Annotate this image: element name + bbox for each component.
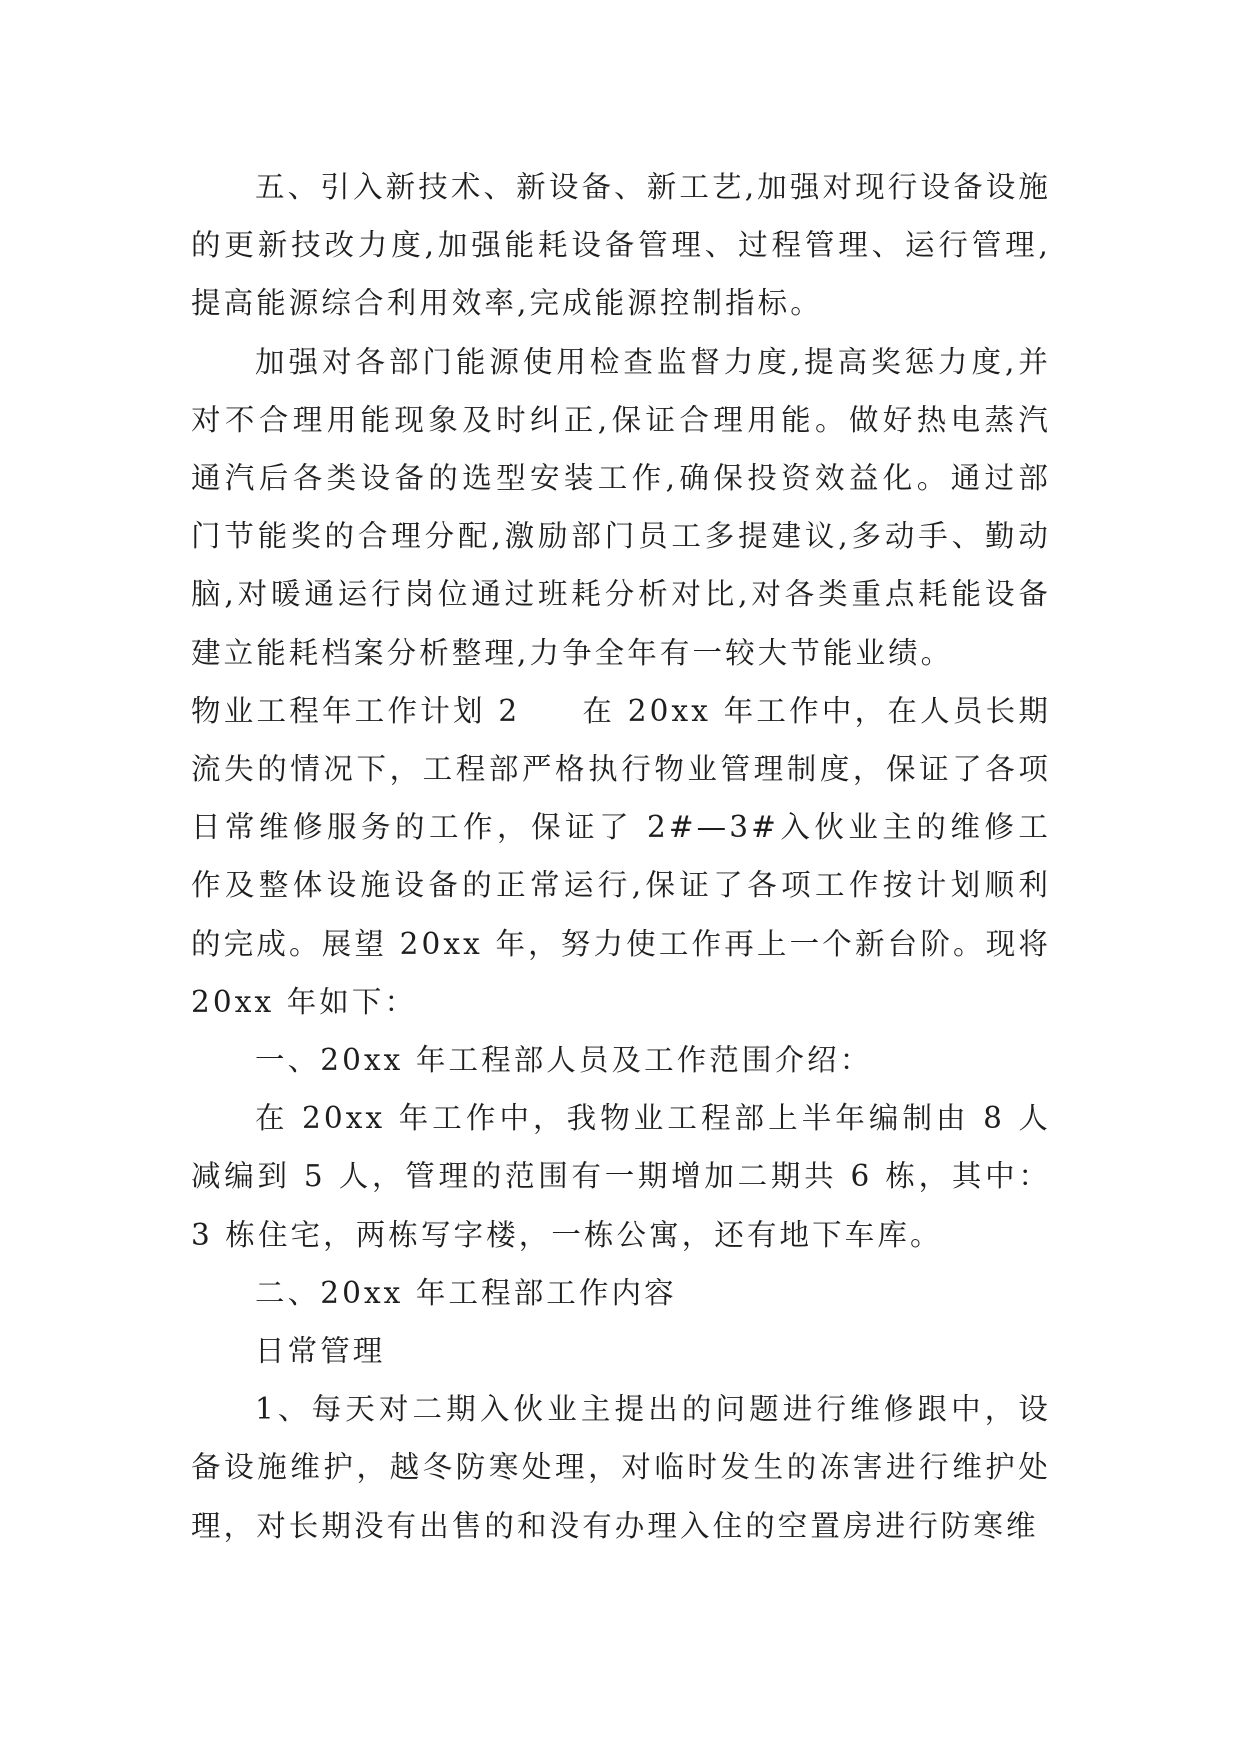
document-page [191, 158, 1051, 1555]
paragraph-staff-scope: 在 20xx 年工作中，我物业工程部上半年编制由 8 人减编到 5 人，管理的范围有一期增加二期共 6 栋，其中：3 栋住宅，两栋写字楼，一栋公寓，还有地下车库。 [191, 1101, 1051, 1252]
paragraph-energy-supervision: 加强对各部门能源使用检查监督力度,提高奖惩力度,并对不合理用能现象及时纠正,保证合理用能。做好热电蒸汽通汽后各类设备的选型安装工作,确保投资效益化。通过部门节能奖的合理分配,激励部门员工多提建议,多动手、勤动脑,对暖通运行岗位通过班耗分析对比,对各类重点耗能设备建立能耗档案分析整理,力争全年有一较大节能业绩。 [191, 344, 1051, 670]
plan-title: 物业工程年工作计划 2 [191, 693, 521, 728]
paragraph-plan-two [191, 682, 1051, 1031]
heading-work-content: 二、20xx 年工程部工作内容 [255, 1275, 677, 1310]
heading-staff-scope: 一、20xx 年工程部人员及工作范围介绍： [255, 1043, 873, 1078]
heading-daily-management: 日常管理 [255, 1334, 386, 1369]
paragraph-daily-item-one: 1、每天对二期入伙业主提出的问题进行维修跟中，设备设施维护，越冬防寒处理，对临时发生的冻害进行维护处理，对长期没有出售的和没有办理入住的空置房进行防寒维 [191, 1392, 1051, 1543]
paragraph-section-five: 五、引入新技术、新设备、新工艺,加强对现行设备设施的更新技改力度,加强能耗设备管理、过程管理、运行管理,提高能源综合利用效率,完成能源控制指标。 [191, 170, 1051, 321]
plan-intro-text: 在 20xx 年工作中，在人员长期流失的情况下，工程部严格执行物业管理制度，保证了各项日常维修服务的工作，保证了 2#—3#入伙业主的维修工作及整体设施设备的正常运行,保证了各项工作按计划顺利的完成。展望 20xx 年，努力使工作再上一个新台阶。现将 20xx 年如下： [191, 693, 1051, 1019]
